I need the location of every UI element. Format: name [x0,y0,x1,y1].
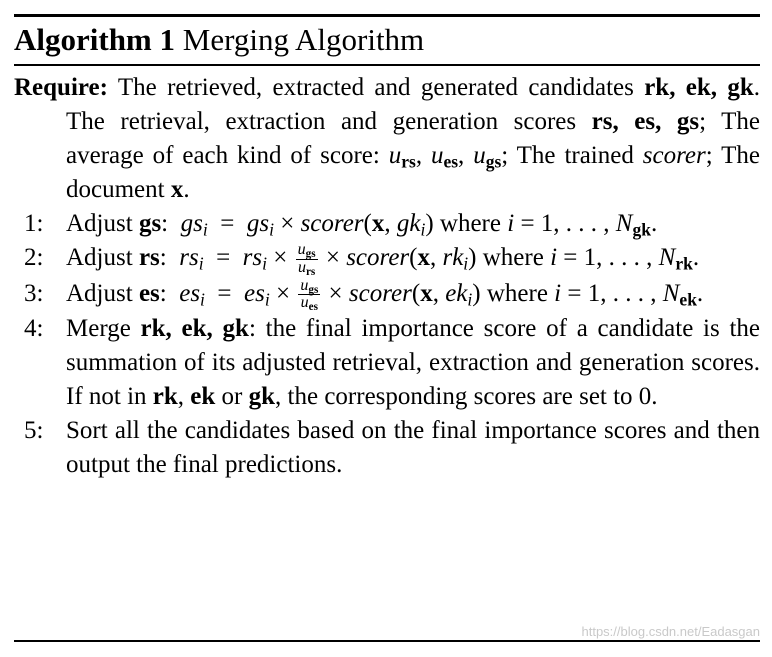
times-1: × [275,279,291,307]
title-rule [14,64,760,66]
scorer-fn: scorer [348,279,412,307]
require-text-4: ; The trained [501,142,634,169]
sort-text: Sort all the candidates based on the final importance scores and then output the final predictions. [66,417,760,479]
or-word: or [221,383,243,411]
symbol-u-gs: u [473,142,486,169]
step-3: 3: Adjust es: $es_i = es_i$ × $\frac{\text{ugs}}{\text{ues}}$ × scorer(x, $ek_i$) where i = 1, . . . , Nek. [24,276,704,314]
algorithm-body [14,71,760,482]
comma-1: , [415,142,423,169]
arg-x: x [371,210,385,237]
require-keyword: Require: [14,74,108,101]
frac-num-sub: gs [305,247,316,260]
ratio-fraction [298,278,320,313]
frac-den: u [300,294,309,312]
arg-x: x [417,244,430,271]
subscript-es: es [443,151,459,172]
algorithm-name: Merging Algorithm [182,22,425,57]
algorithm-title [14,20,760,60]
where-word: where [486,279,548,307]
index-i-2: i [269,219,274,240]
step-1: 1: Adjust gs: $gs_i = gs_i$ × scorer(x, $gk_i$) where i = 1, . . . , Ngk. [14,207,760,241]
rhs-var: rs [242,244,263,271]
require-period: . [183,176,190,203]
watermark: https://blog.csdn.net/Eadasgan [581,624,760,639]
n-subscript: gk [632,219,651,240]
range-text: = 1, . . . , [563,244,653,271]
require-text-3: ; The average of each kind of score: [66,108,761,169]
n-symbol: N [662,279,680,307]
index-var: i [507,210,515,237]
frac-num: u [300,276,309,294]
equals-2: = [520,210,535,237]
subscript-gs: gs [485,151,502,172]
adjust-word: Adjust [66,279,133,307]
where-word: where [439,210,501,237]
top-rule [14,14,760,17]
frac-num-sub: gs [308,283,319,296]
range-text: 1, . . . , [540,210,610,237]
frac-den-sub: rs [305,265,316,278]
times-2: × [325,244,340,271]
scorer-symbol: scorer [642,142,706,169]
lhs: gs [180,210,203,237]
require-block [14,71,760,207]
ratio-fraction [296,242,318,277]
n-symbol: N [615,210,633,237]
comma-2: , [458,142,465,169]
arg-x: x [420,279,433,307]
frac-den-sub: es [308,301,318,314]
bottom-rule [14,640,760,642]
rhs-var: gs [246,210,270,237]
index-i-3: i [463,253,469,274]
symbol-u-rs: u [388,142,402,169]
equals: = [220,210,235,237]
arg-k: gk [396,210,421,237]
index-i: i [202,219,208,240]
step-number: 1: [24,210,44,237]
index-var: i [554,279,562,307]
equals: = [216,244,231,271]
n-subscript: ek [679,288,697,309]
n-symbol: N [658,244,676,271]
frac-num: u [297,240,306,258]
merge-text-2: , the corresponding scores are set to 0. [275,383,658,411]
adjust-var: gs [138,210,162,237]
merge-text-1: : the final importance score of a candidate is the summation of its adjusted retrieval, extraction and generation scores. If not in [66,315,761,411]
symbol-rk: rk [152,383,178,411]
scorer-fn: scorer [300,210,364,237]
subscript-rs: rs [401,151,416,172]
index-i-2: i [262,253,268,274]
index-i-3: i [420,219,426,240]
step-number: 5: [24,417,44,445]
equals: = [217,279,232,307]
comma: , [177,383,185,411]
step-number: 3: [24,279,44,307]
merge-symbols: rk, ek, gk [140,315,249,343]
index-i: i [200,288,205,309]
rhs-var: es [244,279,265,307]
range-text: = 1, . . . , [567,279,657,307]
step-4 [14,312,760,414]
require-text-1: The retrieved, extracted and generated candidates [117,74,634,101]
symbol-candidates: rk, ek, gk [644,74,754,101]
scorer-fn: scorer [346,244,410,271]
index-i-3: i [467,288,473,309]
lhs: rs [179,244,199,271]
times-1: × [280,210,295,237]
times-2: × [328,279,343,307]
merge-word: Merge [66,315,131,343]
index-var: i [550,244,558,271]
require-text-2: . The retrieval, extraction and generation scores [66,74,761,135]
adjust-word: Adjust [66,210,133,237]
adjust-var: rs [138,244,160,271]
algorithm-steps [14,207,760,482]
adjust-word: Adjust [66,244,133,271]
algorithm-label: Algorithm 1 [14,22,176,57]
adjust-var: es [138,279,160,307]
step-2: 2: Adjust rs: $rs_i = rs_i$ × $\frac{\text{ugs}}{\text{urs}}$ × scorer(x, $rk_i$) where i = 1, . . . , Nrk. [24,240,700,278]
symbol-gk: gk [248,383,276,411]
symbol-scores: rs, es, gs [591,108,700,135]
where-word: where [482,244,544,271]
arg-k: ek [445,279,468,307]
document-symbol: x [170,176,184,203]
frac-den: u [297,258,306,276]
index-i: i [198,253,204,274]
lhs: es [179,279,201,307]
step-number: 4: [24,315,44,343]
index-i-2: i [264,288,270,309]
step-number: 2: [24,244,44,271]
symbol-ek: ek [190,383,216,411]
n-subscript: rk [675,253,693,274]
step-5 [14,414,760,482]
times-1: × [273,244,288,271]
arg-k: rk [442,244,464,271]
symbol-u-es: u [430,142,444,169]
require-text-5: ; The document [66,142,760,203]
